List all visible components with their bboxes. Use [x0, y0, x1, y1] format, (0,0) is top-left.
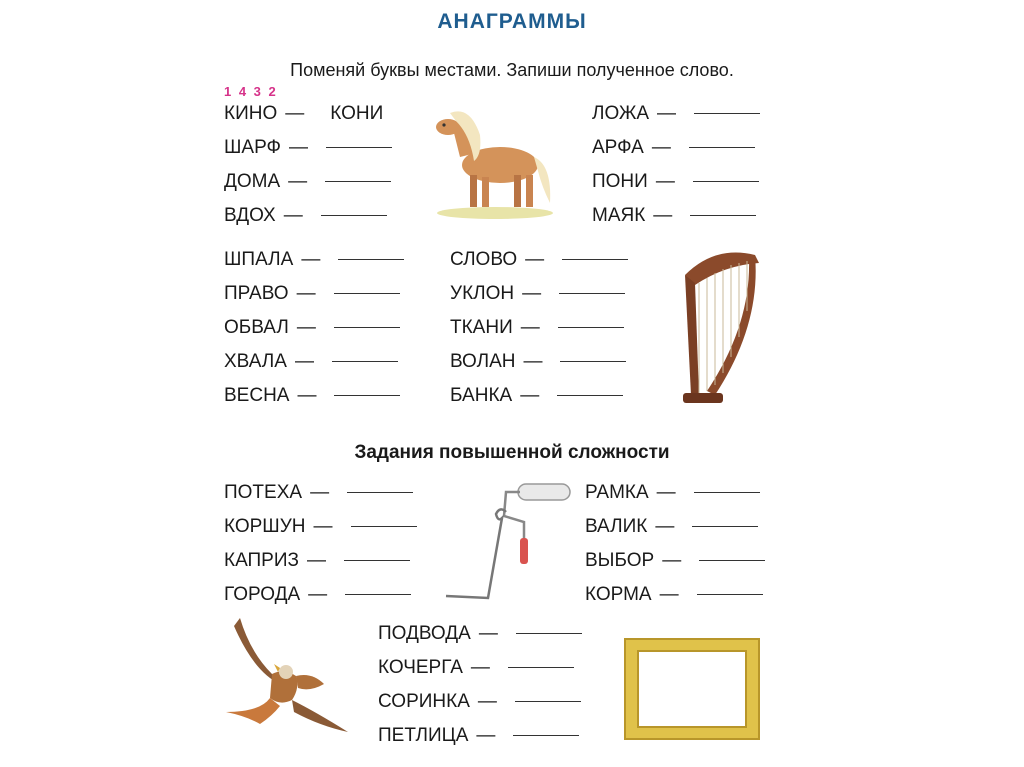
word-row: [378, 622, 582, 646]
anagram-word: ШПАЛА: [224, 249, 294, 270]
answer-blank[interactable]: [562, 259, 628, 260]
anagram-word: КОРШУН: [224, 516, 306, 537]
dash: —: [522, 283, 542, 304]
example-word: КИНО: [224, 103, 278, 124]
dash: —: [289, 137, 308, 158]
harp-icon: [675, 245, 770, 410]
answer-blank[interactable]: [344, 560, 410, 561]
section-subtitle: Задания повышенной сложности: [354, 442, 670, 463]
anagram-word: ПОДВОДА: [378, 623, 471, 644]
answer-blank[interactable]: [557, 395, 623, 396]
answer-blank[interactable]: [559, 293, 625, 294]
eagle-icon: [220, 612, 355, 742]
dash: —: [285, 103, 305, 124]
word-row: [224, 136, 392, 160]
word-row: [224, 384, 400, 408]
dash: —: [657, 103, 677, 124]
word-row: [450, 384, 623, 408]
word-row: [224, 248, 404, 272]
word-row: [224, 316, 400, 340]
paint-roller-icon: [440, 478, 575, 608]
anagram-word: ВЕСНА: [224, 385, 290, 406]
dash: —: [294, 351, 314, 372]
dash: —: [283, 205, 303, 226]
dash: —: [470, 657, 490, 678]
anagram-word: КОЧЕРГА: [378, 657, 463, 678]
anagram-word: ГОРОДА: [224, 584, 301, 605]
anagram-word: ВЫБОР: [585, 550, 655, 571]
answer-blank[interactable]: [516, 633, 582, 634]
answer-blank[interactable]: [334, 395, 400, 396]
anagram-word: РАМКА: [585, 482, 649, 503]
dash: —: [520, 385, 540, 406]
anagram-word: КОРМА: [585, 584, 652, 605]
answer-blank[interactable]: [345, 594, 411, 595]
dash: —: [523, 351, 543, 372]
word-row: [224, 549, 410, 573]
word-row: [592, 136, 755, 160]
anagram-word: СОРИНКА: [378, 691, 470, 712]
anagram-word: ШАРФ: [224, 137, 281, 158]
anagram-word: ПРАВО: [224, 283, 289, 304]
word-row: [224, 515, 417, 539]
word-row: [592, 102, 760, 126]
answer-blank[interactable]: [690, 215, 756, 216]
word-row: [585, 583, 763, 607]
example-row: [224, 102, 383, 126]
answer-blank[interactable]: [699, 560, 765, 561]
answer-blank[interactable]: [560, 361, 626, 362]
dash: —: [477, 691, 497, 712]
answer-blank[interactable]: [689, 147, 755, 148]
anagram-word: ДОМА: [224, 171, 281, 192]
answer-blank[interactable]: [515, 701, 581, 702]
answer-blank[interactable]: [558, 327, 624, 328]
dash: —: [655, 516, 675, 537]
answer-blank[interactable]: [694, 113, 760, 114]
dash: —: [659, 584, 679, 605]
answer-blank[interactable]: [338, 259, 404, 260]
dash: —: [296, 317, 316, 338]
worksheet-title: АНАГРАММЫ: [437, 10, 587, 33]
anagram-word: БАНКА: [450, 385, 513, 406]
word-row: [585, 481, 760, 505]
anagram-word: УКЛОН: [450, 283, 515, 304]
word-row: [450, 248, 628, 272]
answer-blank[interactable]: [321, 215, 387, 216]
dash: —: [525, 249, 545, 270]
anagram-word: ТКАНИ: [450, 317, 513, 338]
dash: —: [655, 171, 675, 192]
instruction-text: Поменяй буквы местами. Запиши полученное слово.: [290, 60, 734, 80]
word-row: [224, 583, 411, 607]
word-row: [450, 282, 625, 306]
answer-blank[interactable]: [693, 181, 759, 182]
pony-icon: [430, 95, 560, 220]
word-row: [585, 549, 765, 573]
dash: —: [520, 317, 540, 338]
answer-blank[interactable]: [334, 293, 400, 294]
dash: —: [476, 725, 496, 746]
answer-blank[interactable]: [694, 492, 760, 493]
dash: —: [296, 283, 316, 304]
word-row: [585, 515, 758, 539]
anagram-word: АРФА: [592, 137, 644, 158]
word-row: [450, 350, 626, 374]
answer-blank[interactable]: [325, 181, 391, 182]
anagram-word: ВОЛАН: [450, 351, 516, 372]
dash: —: [662, 550, 682, 571]
anagram-word: КАПРИЗ: [224, 550, 299, 571]
word-row: [224, 481, 413, 505]
answer-blank[interactable]: [332, 361, 398, 362]
anagram-word: СЛОВО: [450, 249, 518, 270]
answer-blank[interactable]: [513, 735, 579, 736]
dash: —: [310, 482, 330, 503]
word-row: [450, 316, 624, 340]
word-row: [592, 170, 759, 194]
answer-blank[interactable]: [692, 526, 758, 527]
word-row: [592, 204, 756, 228]
letter-order-hint: 1 4 3 2: [224, 84, 278, 99]
dash: —: [308, 584, 328, 605]
anagram-word: ПОНИ: [592, 171, 648, 192]
anagram-word: ПОТЕХА: [224, 482, 303, 503]
answer-blank[interactable]: [326, 147, 392, 148]
dash: —: [313, 516, 333, 537]
dash: —: [656, 482, 676, 503]
dash: —: [307, 550, 326, 571]
dash: —: [288, 171, 308, 192]
word-row: [378, 656, 574, 680]
anagram-word: ПЕТЛИЦА: [378, 725, 469, 746]
dash: —: [653, 205, 673, 226]
word-row: [224, 282, 400, 306]
word-row: [224, 170, 391, 194]
answer-blank[interactable]: [508, 667, 574, 668]
dash: —: [301, 249, 321, 270]
answer-blank[interactable]: [697, 594, 763, 595]
anagram-word: ВДОХ: [224, 205, 276, 226]
dash: —: [651, 137, 671, 158]
anagram-word: ОБВАЛ: [224, 317, 289, 338]
example-answer: КОНИ: [330, 103, 384, 124]
answer-blank[interactable]: [351, 526, 417, 527]
word-row: [378, 690, 581, 714]
dash: —: [297, 385, 317, 406]
word-row: [378, 724, 579, 748]
anagram-word: ЛОЖА: [592, 103, 650, 124]
anagram-word: МАЯК: [592, 205, 646, 226]
word-row: [224, 204, 387, 228]
anagram-word: ХВАЛА: [224, 351, 287, 372]
answer-blank[interactable]: [347, 492, 413, 493]
word-row: [224, 350, 398, 374]
anagram-word: ВАЛИК: [585, 516, 648, 537]
picture-frame-icon: [622, 636, 762, 742]
answer-blank[interactable]: [334, 327, 400, 328]
dash: —: [478, 623, 498, 644]
